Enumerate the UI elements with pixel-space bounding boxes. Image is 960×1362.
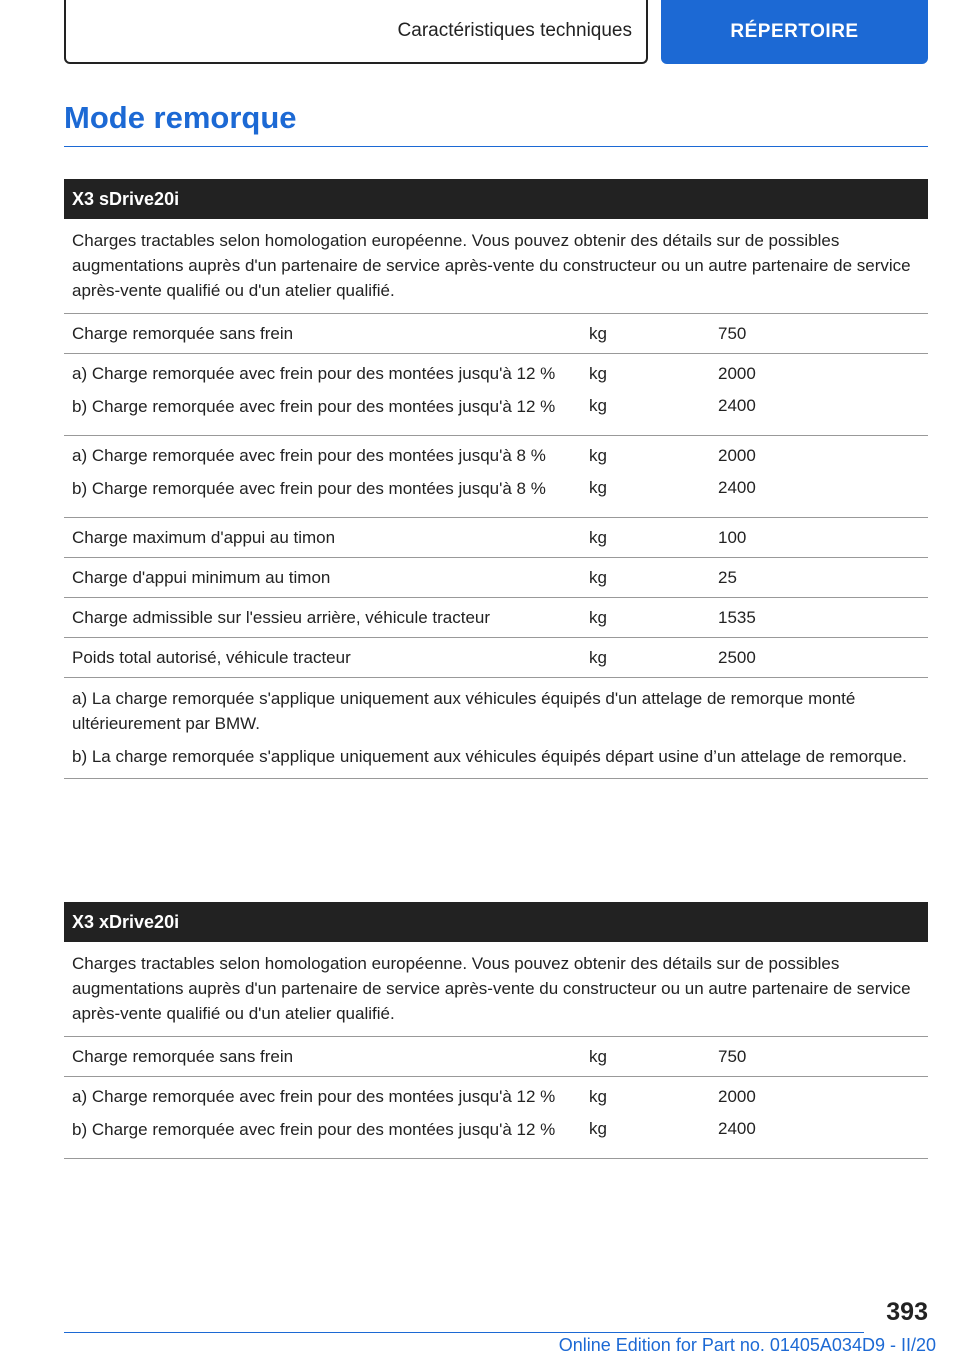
table-row [64, 518, 928, 558]
section-x3-sdrive20i [64, 179, 928, 779]
row-value-a: 2000 [718, 1087, 756, 1106]
row-label-a: a) Charge remorquée avec frein pour des montées jusqu'à 12 % [72, 364, 556, 383]
row-label: Poids total autorisé, véhicule tracteur [72, 648, 351, 667]
section-title: X3 xDrive20i [72, 911, 180, 932]
section-header [64, 179, 928, 219]
row-label-a: a) Charge remorquée avec frein pour des montées jusqu'à 12 % [72, 1087, 556, 1106]
row-value-a: 2000 [718, 446, 756, 465]
row-unit: kg [589, 568, 607, 587]
row-value: 750 [718, 324, 747, 343]
row-unit-b: kg [589, 1119, 607, 1138]
row-unit: kg [589, 608, 607, 627]
row-unit-a: kg [589, 446, 607, 465]
page-title: Mode remorque [64, 100, 297, 135]
row-unit-b: kg [589, 396, 607, 415]
row-label-a: a) Charge remorquée avec frein pour des montées jusqu'à 8 % [72, 446, 546, 465]
table-row [64, 1077, 928, 1159]
row-unit-a: kg [589, 1087, 607, 1106]
footer-divider [64, 1332, 864, 1333]
page-number: 393 [886, 1298, 928, 1326]
row-value: 25 [718, 568, 737, 587]
row-label: Charge remorquée sans frein [72, 1047, 294, 1066]
table-row [64, 1037, 928, 1077]
note-a: a) La charge remorquée s'applique uniquement aux véhicules équipés d'un attelage de remorque monté ultérieurement par BMW. [72, 689, 856, 733]
section-notes [64, 678, 928, 779]
table-row [64, 558, 928, 598]
table-row [64, 314, 928, 354]
row-value-b: 2400 [718, 1119, 756, 1138]
row-value: 2500 [718, 648, 756, 667]
row-value: 750 [718, 1047, 747, 1066]
row-label-b: b) Charge remorquée avec frein pour des montées jusqu'à 12 % [72, 1120, 556, 1139]
row-label: Charge admissible sur l'essieu arrière, véhicule tracteur [72, 608, 491, 627]
title-divider [64, 146, 928, 147]
row-value-a: 2000 [718, 364, 756, 383]
index-button-label: RÉPERTOIRE [730, 21, 859, 42]
section-x3-xdrive20i [64, 902, 928, 1159]
section-header [64, 902, 928, 942]
row-value-b: 2400 [718, 396, 756, 415]
table-row [64, 598, 928, 638]
row-label-b: b) Charge remorquée avec frein pour des montées jusqu'à 8 % [72, 479, 546, 498]
row-value: 1535 [718, 608, 756, 627]
row-unit: kg [589, 324, 607, 343]
row-value-b: 2400 [718, 478, 756, 497]
table-row [64, 436, 928, 518]
row-unit-a: kg [589, 364, 607, 383]
row-label: Charge maximum d'appui au timon [72, 528, 336, 547]
row-label-b: b) Charge remorquée avec frein pour des montées jusqu'à 12 % [72, 397, 556, 416]
section-title: X3 sDrive20i [72, 188, 180, 209]
table-row [64, 354, 928, 436]
row-unit: kg [589, 528, 607, 547]
note-b: b) La charge remorquée s'applique uniquement aux véhicules équipés départ usine d’un attelage de remorque. [72, 747, 907, 766]
edition-info: Online Edition for Part no. 01405A034D9 - II/20 [558, 1335, 936, 1355]
chapter-tab [64, 0, 648, 64]
index-button[interactable] [661, 0, 928, 64]
chapter-title: Caractéristiques techniques [397, 20, 632, 41]
row-unit: kg [589, 1047, 607, 1066]
row-label: Charge remorquée sans frein [72, 324, 294, 343]
row-unit-b: kg [589, 478, 607, 497]
section-intro: Charges tractables selon homologation européenne. Vous pouvez obtenir des détails sur de possibles augmentations auprès d'un partenaire de service après-vente du constructeur ou un autre partenaire de service après-vente qualifié ou d'un atelier qualifié. [64, 942, 928, 1037]
row-unit: kg [589, 648, 607, 667]
table-row [64, 638, 928, 678]
section-intro: Charges tractables selon homologation européenne. Vous pouvez obtenir des détails sur de possibles augmentations auprès d'un partenaire de service après-vente du constructeur ou un autre partenaire de service après-vente qualifié ou d'un atelier qualifié. [64, 219, 928, 314]
row-value: 100 [718, 528, 747, 547]
row-label: Charge d'appui minimum au timon [72, 568, 331, 587]
